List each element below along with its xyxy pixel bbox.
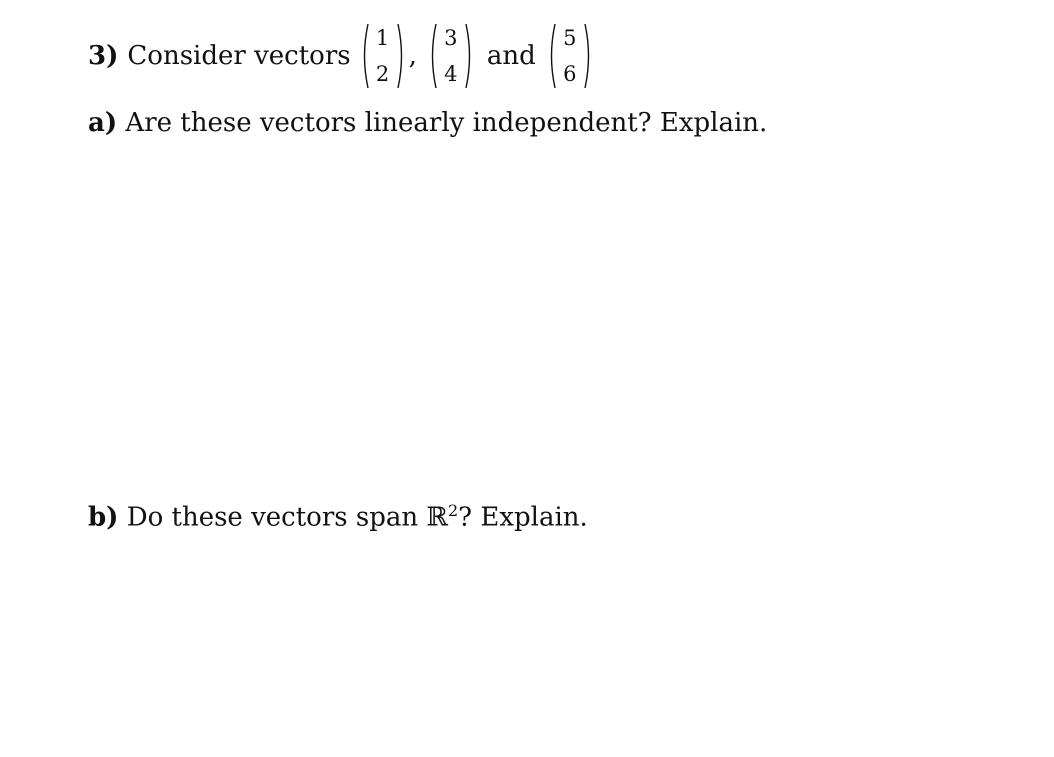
vector-1 [360,23,406,89]
vector-3-bottom: 6 [563,62,577,86]
right-parenthesis [397,23,406,89]
vector-separator-comma: , [408,41,417,71]
vector-3 [547,23,593,89]
part-b-text-before: Do these vectors span [126,502,427,533]
question-intro: Consider vectors [127,41,351,71]
vector-2-top: 3 [444,26,458,50]
part-b-question [88,496,588,533]
exponent: 2 [447,501,459,520]
part-a-text: Are these vectors linearly independent? Explain. [125,108,768,138]
question-3-statement [88,22,594,90]
vector-2-bottom: 4 [444,62,458,86]
conjunction-and: and [486,41,536,71]
right-parenthesis [584,23,593,89]
question-number: 3) [88,41,119,71]
part-a-question [88,108,767,138]
vector-1-top: 1 [375,26,390,50]
vector-3-top: 5 [563,26,577,50]
part-b-text-after: ? Explain. [458,502,588,533]
vector-1-bottom: 2 [375,62,390,86]
vector-2 [428,23,474,89]
real-numbers-symbol: ℝ [426,502,448,533]
right-parenthesis [465,23,474,89]
part-a-label: a) [88,108,118,138]
part-b-label: b) [88,502,119,533]
